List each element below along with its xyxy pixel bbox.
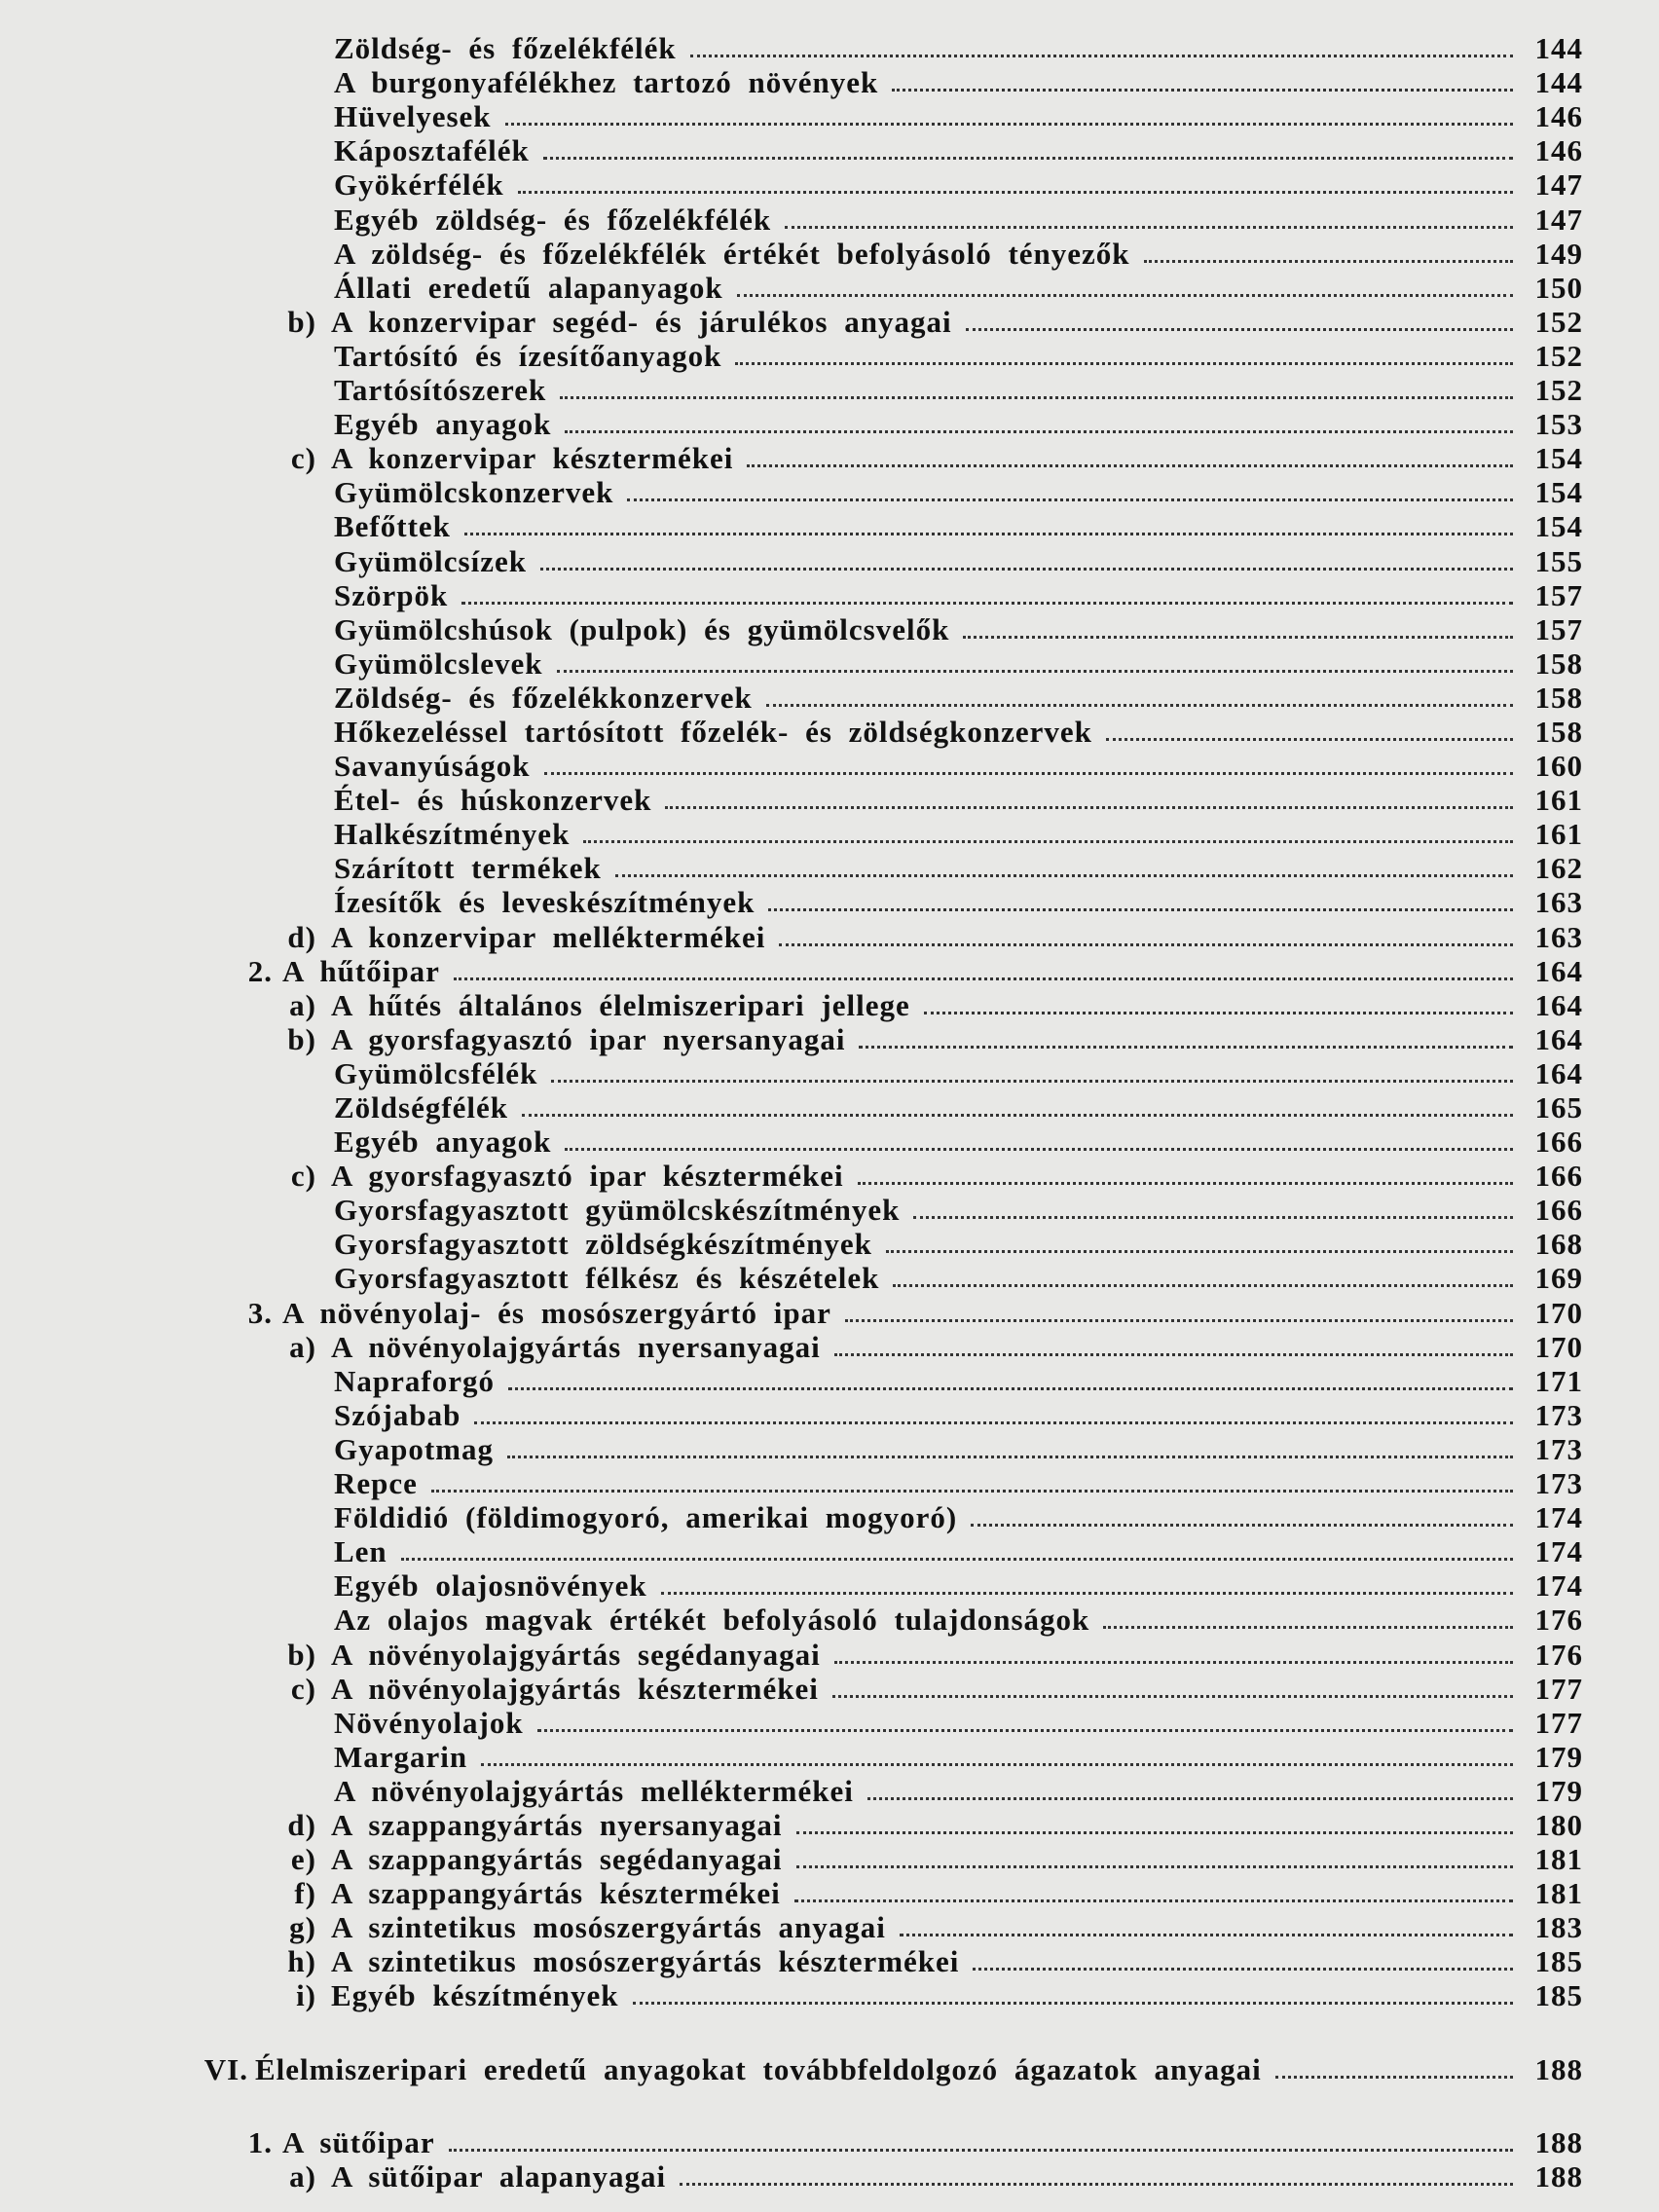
- toc-entry-number: g): [289, 1910, 316, 1945]
- toc-entry: [0, 2123, 1659, 2157]
- toc-entry: [0, 1601, 1659, 1638]
- toc-page-number: 179: [1534, 1773, 1583, 1808]
- toc-entry: [0, 1772, 1659, 1806]
- toc-entry: [0, 781, 1659, 818]
- toc-entry: [0, 235, 1659, 269]
- toc-entry-number: 1.: [247, 2124, 273, 2159]
- toc-entry: [0, 1635, 1659, 1672]
- toc-entry-number: i): [296, 1978, 316, 2013]
- toc-page-number: 144: [1534, 31, 1583, 66]
- toc-page-number: 179: [1534, 1739, 1583, 1774]
- toc-entry-title: Gyümölcslevek: [334, 645, 543, 681]
- toc-entry: [0, 1259, 1659, 1296]
- toc-entry-title: Szárított termékek: [334, 851, 602, 886]
- toc-entry-title: Gyümölcsízek: [334, 543, 527, 578]
- toc-page-number: 162: [1534, 851, 1583, 886]
- toc-page-number: 157: [1534, 577, 1583, 612]
- toc-entry-title: Halkészítmények: [334, 817, 571, 852]
- toc-leader-dots: [454, 972, 1513, 980]
- toc-leader-dots: [834, 1347, 1513, 1356]
- toc-leader-dots: [735, 356, 1513, 365]
- toc-entry-number: VI.: [203, 2051, 248, 2086]
- toc-entry: [0, 883, 1659, 920]
- toc-entry-title: Egyéb zöldség- és főzelékfélék: [334, 202, 772, 237]
- toc-leader-dots: [565, 424, 1513, 433]
- table-of-contents: [0, 29, 1659, 2192]
- toc-leader-dots: [401, 1552, 1513, 1561]
- toc-page-number: 166: [1534, 1159, 1583, 1194]
- toc-page-number: 188: [1534, 2158, 1583, 2194]
- toc-entry: [0, 63, 1659, 100]
- toc-entry-title: Gyümölcskonzervek: [334, 475, 614, 510]
- toc-entry: [0, 1670, 1659, 1704]
- toc-leader-dots: [627, 493, 1513, 501]
- toc-entry-title: A zöldség- és főzelékfélék értékét befolyásoló tényezők: [334, 236, 1130, 271]
- toc-entry-title: Egyéb készítmények: [331, 1978, 619, 2013]
- toc-entry: [0, 1806, 1659, 1840]
- toc-leader-dots: [505, 117, 1513, 126]
- toc-entry-title: A növényolajgyártás késztermékei: [331, 1671, 819, 1706]
- toc-entry-title: Növényolajok: [334, 1705, 524, 1740]
- toc-entry-number: c): [290, 441, 316, 476]
- toc-leader-dots: [892, 83, 1513, 92]
- toc-entry: [0, 917, 1659, 954]
- toc-page-number: 170: [1534, 1295, 1583, 1330]
- toc-entry-title: Egyéb anyagok: [334, 407, 552, 442]
- toc-entry: [0, 1396, 1659, 1430]
- toc-page-number: 183: [1534, 1910, 1583, 1945]
- toc-leader-dots: [973, 1962, 1513, 1971]
- toc-page-number: 188: [1534, 2124, 1583, 2159]
- toc-entry-number: f): [294, 1876, 316, 1911]
- toc-page-number: 158: [1534, 680, 1583, 715]
- toc-page-number: 164: [1534, 987, 1583, 1022]
- toc-page-number: 176: [1534, 1637, 1583, 1672]
- toc-entry-number: d): [287, 919, 316, 954]
- toc-entry: [0, 1430, 1659, 1464]
- toc-entry-title: Tartósítószerek: [334, 373, 547, 408]
- toc-entry-title: Élelmiszeripari eredetű anyagokat továbbfeldolgozó ágazatok anyagai: [255, 2051, 1262, 2086]
- toc-page-number: 166: [1534, 1193, 1583, 1228]
- toc-leader-dots: [507, 1450, 1513, 1458]
- toc-entry-title: Káposztafélék: [334, 133, 530, 168]
- toc-page-number: 161: [1534, 783, 1583, 818]
- toc-entry-title: A konzervipar segéd- és járulékos anyagai: [331, 304, 952, 339]
- toc-entry: [0, 405, 1659, 442]
- toc-entry: [0, 439, 1659, 476]
- toc-entry: [0, 1874, 1659, 1911]
- toc-entry-number: c): [290, 1671, 316, 1706]
- toc-entry-title: A növényolajgyártás segédanyagai: [331, 1637, 821, 1672]
- toc-page-number: 154: [1534, 441, 1583, 476]
- toc-leader-dots: [615, 868, 1513, 877]
- toc-leader-dots: [845, 1313, 1513, 1322]
- toc-entry: [0, 1908, 1659, 1945]
- toc-entry-number: 2.: [247, 953, 273, 988]
- toc-leader-dots: [893, 1278, 1513, 1287]
- toc-entry: [0, 1191, 1659, 1228]
- toc-entry: [0, 1020, 1659, 1054]
- toc-entry-title: A növényolajgyártás melléktermékei: [334, 1773, 854, 1808]
- toc-entry-title: Gyorsfagyasztott félkész és készételek: [334, 1261, 880, 1296]
- toc-entry-number: h): [287, 1944, 316, 1979]
- toc-entry-title: Margarin: [334, 1739, 468, 1774]
- toc-entry-title: Hőkezeléssel tartósított főzelék- és zöldségkonzervek: [334, 714, 1092, 749]
- toc-leader-dots: [794, 1894, 1513, 1902]
- toc-entry-title: Ízesítők és leveskészítmények: [334, 885, 756, 920]
- toc-entry: [0, 97, 1659, 134]
- toc-leader-dots: [832, 1689, 1513, 1698]
- toc-page-number: 173: [1534, 1397, 1583, 1432]
- toc-entry-title: Napraforgó: [334, 1363, 495, 1398]
- toc-entry: [0, 747, 1659, 784]
- toc-entry: [0, 1532, 1659, 1567]
- toc-entry-number: b): [287, 1021, 316, 1056]
- toc-entry: [0, 986, 1659, 1020]
- toc-leader-dots: [537, 1723, 1513, 1732]
- toc-leader-dots: [737, 288, 1513, 297]
- toc-leader-dots: [900, 1928, 1513, 1936]
- toc-page-number: 171: [1534, 1363, 1583, 1398]
- toc-leader-dots: [481, 1757, 1513, 1766]
- toc-entry-number: b): [287, 1637, 316, 1672]
- toc-entry: [0, 610, 1659, 645]
- toc-entry-title: Gyorsfagyasztott zöldségkészítmények: [334, 1227, 872, 1262]
- toc-page-number: 165: [1534, 1090, 1583, 1124]
- toc-entry: [0, 166, 1659, 203]
- toc-leader-dots: [796, 1860, 1513, 1868]
- toc-page-number: 188: [1534, 2051, 1583, 2086]
- toc-page-number: 181: [1534, 1842, 1583, 1877]
- toc-leader-dots: [508, 1382, 1513, 1390]
- toc-page-number: 177: [1534, 1671, 1583, 1706]
- toc-page-number: 152: [1534, 304, 1583, 339]
- toc-entry: [0, 713, 1659, 747]
- toc-leader-dots: [779, 938, 1513, 946]
- toc-entry-title: Len: [334, 1534, 387, 1569]
- toc-leader-dots: [551, 1074, 1513, 1083]
- toc-leader-dots: [461, 596, 1513, 605]
- toc-entry-title: A szappangyártás segédanyagai: [331, 1842, 783, 1877]
- toc-page-number: 169: [1534, 1261, 1583, 1296]
- toc-leader-dots: [464, 527, 1513, 535]
- toc-leader-dots: [971, 1518, 1513, 1527]
- toc-leader-dots: [1106, 732, 1513, 741]
- toc-page-number: 146: [1534, 99, 1583, 134]
- toc-entry: [0, 1054, 1659, 1088]
- toc-entry: [0, 541, 1659, 578]
- toc-page-number: 163: [1534, 919, 1583, 954]
- toc-entry-title: A növényolaj- és mosószergyártó ipar: [282, 1295, 831, 1330]
- toc-leader-dots: [768, 903, 1513, 911]
- toc-page-number: 146: [1534, 133, 1583, 168]
- toc-entry-title: A szintetikus mosószergyártás késztermékei: [331, 1944, 960, 1979]
- toc-entry: [0, 1738, 1659, 1772]
- toc-entry: [0, 1704, 1659, 1738]
- toc-entry: [0, 1840, 1659, 1877]
- toc-page-number: 176: [1534, 1603, 1583, 1638]
- toc-leader-dots: [747, 459, 1513, 467]
- toc-entry-title: Hüvelyesek: [334, 99, 492, 134]
- toc-page-number: 170: [1534, 1329, 1583, 1364]
- toc-page-number: 157: [1534, 611, 1583, 646]
- toc-page-number: 185: [1534, 1944, 1583, 1979]
- toc-leader-dots: [583, 834, 1513, 843]
- toc-entry-title: A szappangyártás késztermékei: [331, 1876, 781, 1911]
- toc-entry: [0, 1157, 1659, 1194]
- toc-page-number: 144: [1534, 65, 1583, 100]
- toc-entry-title: A szappangyártás nyersanyagai: [331, 1807, 783, 1842]
- toc-entry-title: Egyéb anyagok: [334, 1124, 552, 1160]
- toc-entry-title: Gyümölcshúsok (pulpok) és gyümölcsvelők: [334, 611, 950, 646]
- toc-entry: [0, 1123, 1659, 1160]
- toc-page-number: 154: [1534, 509, 1583, 544]
- toc-page-number: 152: [1534, 338, 1583, 373]
- toc-leader-dots: [565, 1142, 1513, 1151]
- toc-entry-title: Szójabab: [334, 1397, 461, 1432]
- toc-entry: [0, 1976, 1659, 2013]
- toc-page-number: 150: [1534, 270, 1583, 305]
- toc-entry-title: A sütőipar: [282, 2124, 435, 2159]
- toc-page-number: 164: [1534, 1055, 1583, 1090]
- toc-entry: [0, 1362, 1659, 1396]
- toc-leader-dots: [785, 220, 1513, 229]
- toc-leader-dots: [544, 766, 1513, 775]
- toc-entry-number: a): [289, 2158, 316, 2194]
- toc-leader-dots: [1275, 2070, 1513, 2079]
- toc-entry-title: Zöldség- és főzelékfélék: [334, 31, 677, 66]
- toc-entry-number: a): [289, 1329, 316, 1364]
- toc-entry: [0, 1225, 1659, 1262]
- toc-entry: [0, 645, 1659, 679]
- toc-page-number: 153: [1534, 407, 1583, 442]
- toc-page-number: 147: [1534, 202, 1583, 237]
- toc-entry: [0, 371, 1659, 408]
- toc-leader-dots: [543, 151, 1513, 160]
- toc-page-number: 166: [1534, 1124, 1583, 1160]
- toc-entry: [0, 1088, 1659, 1123]
- toc-entry-title: Gyapotmag: [334, 1431, 494, 1466]
- toc-leader-dots: [633, 1996, 1513, 2005]
- toc-entry-title: Állati eredetű alapanyagok: [334, 270, 723, 305]
- toc-page-number: 163: [1534, 885, 1583, 920]
- toc-page-number: 158: [1534, 645, 1583, 681]
- toc-leader-dots: [1103, 1620, 1513, 1629]
- toc-entry-title: Savanyúságok: [334, 749, 531, 784]
- toc-page-number: 174: [1534, 1534, 1583, 1569]
- toc-entry-title: A gyorsfagyasztó ipar nyersanyagai: [331, 1021, 846, 1056]
- toc-entry: [0, 29, 1659, 66]
- toc-entry: [0, 576, 1659, 610]
- toc-entry-title: Az olajos magvak értékét befolyásoló tulajdonságok: [334, 1603, 1090, 1638]
- toc-page-number: 177: [1534, 1705, 1583, 1740]
- toc-entry: [0, 200, 1659, 237]
- toc-entry-title: A hűtés általános élelmiszeripari jellege: [331, 987, 910, 1022]
- toc-entry: [0, 1567, 1659, 1604]
- toc-entry: [0, 1464, 1659, 1501]
- toc-page-number: 152: [1534, 373, 1583, 408]
- toc-leader-dots: [557, 664, 1513, 673]
- toc-leader-dots: [680, 2177, 1513, 2186]
- toc-entry-title: Befőttek: [334, 509, 451, 544]
- toc-entry: [0, 337, 1659, 371]
- toc-leader-dots: [474, 1416, 1513, 1424]
- toc-leader-dots: [522, 1108, 1513, 1117]
- toc-entry-title: A növényolajgyártás nyersanyagai: [331, 1329, 821, 1364]
- toc-entry: [0, 815, 1659, 852]
- toc-entry-title: Zöldségfélék: [334, 1090, 509, 1124]
- toc-leader-dots: [886, 1244, 1513, 1253]
- toc-leader-dots: [766, 698, 1513, 707]
- toc-leader-dots: [924, 1006, 1513, 1014]
- toc-entry-title: Gyorsfagyasztott gyümölcskészítmények: [334, 1193, 901, 1228]
- toc-entry-title: A konzervipar melléktermékei: [331, 919, 766, 954]
- toc-leader-dots: [449, 2143, 1513, 2152]
- toc-entry: [0, 849, 1659, 886]
- toc-entry: [0, 679, 1659, 713]
- toc-entry-title: Gyökérfélék: [334, 167, 504, 203]
- toc-leader-dots: [859, 1040, 1513, 1049]
- toc-page-number: 149: [1534, 236, 1583, 271]
- toc-page-number: 164: [1534, 1021, 1583, 1056]
- toc-leader-dots: [661, 1586, 1513, 1595]
- toc-entry-title: Étel- és húskonzervek: [334, 783, 652, 818]
- toc-page-number: 154: [1534, 475, 1583, 510]
- toc-page-number: 174: [1534, 1500, 1583, 1535]
- toc-page-number: 155: [1534, 543, 1583, 578]
- toc-leader-dots: [834, 1655, 1513, 1664]
- toc-entry: [0, 303, 1659, 337]
- toc-entry: [0, 2157, 1659, 2192]
- toc-entry-title: A konzervipar késztermékei: [331, 441, 734, 476]
- toc-entry-number: d): [287, 1807, 316, 1842]
- toc-entry-number: a): [289, 987, 316, 1022]
- toc-leader-dots: [796, 1825, 1513, 1834]
- toc-entry: [0, 1293, 1659, 1330]
- toc-page-number: 164: [1534, 953, 1583, 988]
- toc-entry-title: Szörpök: [334, 577, 449, 612]
- toc-leader-dots: [540, 562, 1513, 571]
- toc-entry: [0, 507, 1659, 544]
- toc-entry: [0, 473, 1659, 510]
- toc-entry-number: e): [290, 1842, 316, 1877]
- toc-leader-dots: [431, 1484, 1513, 1493]
- toc-page-number: 161: [1534, 817, 1583, 852]
- toc-page-number: 168: [1534, 1227, 1583, 1262]
- toc-entry-title: A hűtőipar: [282, 953, 440, 988]
- toc-leader-dots: [560, 390, 1513, 399]
- toc-entry-title: A sütőipar alapanyagai: [331, 2158, 667, 2194]
- toc-page-number: 173: [1534, 1466, 1583, 1501]
- toc-leader-dots: [690, 49, 1513, 57]
- toc-leader-dots: [518, 185, 1513, 194]
- toc-leader-dots: [1144, 254, 1513, 263]
- toc-page-number: 174: [1534, 1568, 1583, 1604]
- toc-page-number: 158: [1534, 714, 1583, 749]
- toc-entry-title: Egyéb olajosnövények: [334, 1568, 647, 1604]
- toc-entry-number: c): [290, 1159, 316, 1194]
- toc-entry-number: b): [287, 304, 316, 339]
- toc-entry-number: 3.: [247, 1295, 273, 1330]
- toc-entry-title: A gyorsfagyasztó ipar késztermékei: [331, 1159, 844, 1194]
- toc-leader-dots: [858, 1176, 1513, 1185]
- toc-entry: [0, 131, 1659, 166]
- toc-leader-dots: [963, 630, 1513, 639]
- toc-entry: [0, 952, 1659, 986]
- toc-entry-title: A szintetikus mosószergyártás anyagai: [331, 1910, 886, 1945]
- toc-entry: [0, 2049, 1659, 2086]
- toc-page-number: 147: [1534, 167, 1583, 203]
- toc-leader-dots: [913, 1210, 1513, 1219]
- toc-entry-title: Repce: [334, 1466, 418, 1501]
- toc-leader-dots: [867, 1791, 1513, 1800]
- toc-entry: [0, 269, 1659, 303]
- toc-entry: [0, 1942, 1659, 1979]
- toc-entry-title: Zöldség- és főzelékkonzervek: [334, 680, 753, 715]
- toc-leader-dots: [966, 322, 1513, 331]
- toc-entry-title: A burgonyafélékhez tartozó növények: [334, 65, 879, 100]
- toc-entry-title: Tartósító és ízesítőanyagok: [334, 338, 722, 373]
- toc-entry: [0, 1498, 1659, 1535]
- toc-page-number: 185: [1534, 1978, 1583, 2013]
- toc-entry-title: Gyümölcsfélék: [334, 1055, 538, 1090]
- toc-page-number: 180: [1534, 1807, 1583, 1842]
- toc-page-number: 181: [1534, 1876, 1583, 1911]
- toc-entry: [0, 1328, 1659, 1362]
- toc-entry-title: Földidió (földimogyoró, amerikai mogyoró): [334, 1500, 958, 1535]
- toc-leader-dots: [665, 800, 1513, 809]
- toc-page-number: 173: [1534, 1431, 1583, 1466]
- toc-page-number: 160: [1534, 749, 1583, 784]
